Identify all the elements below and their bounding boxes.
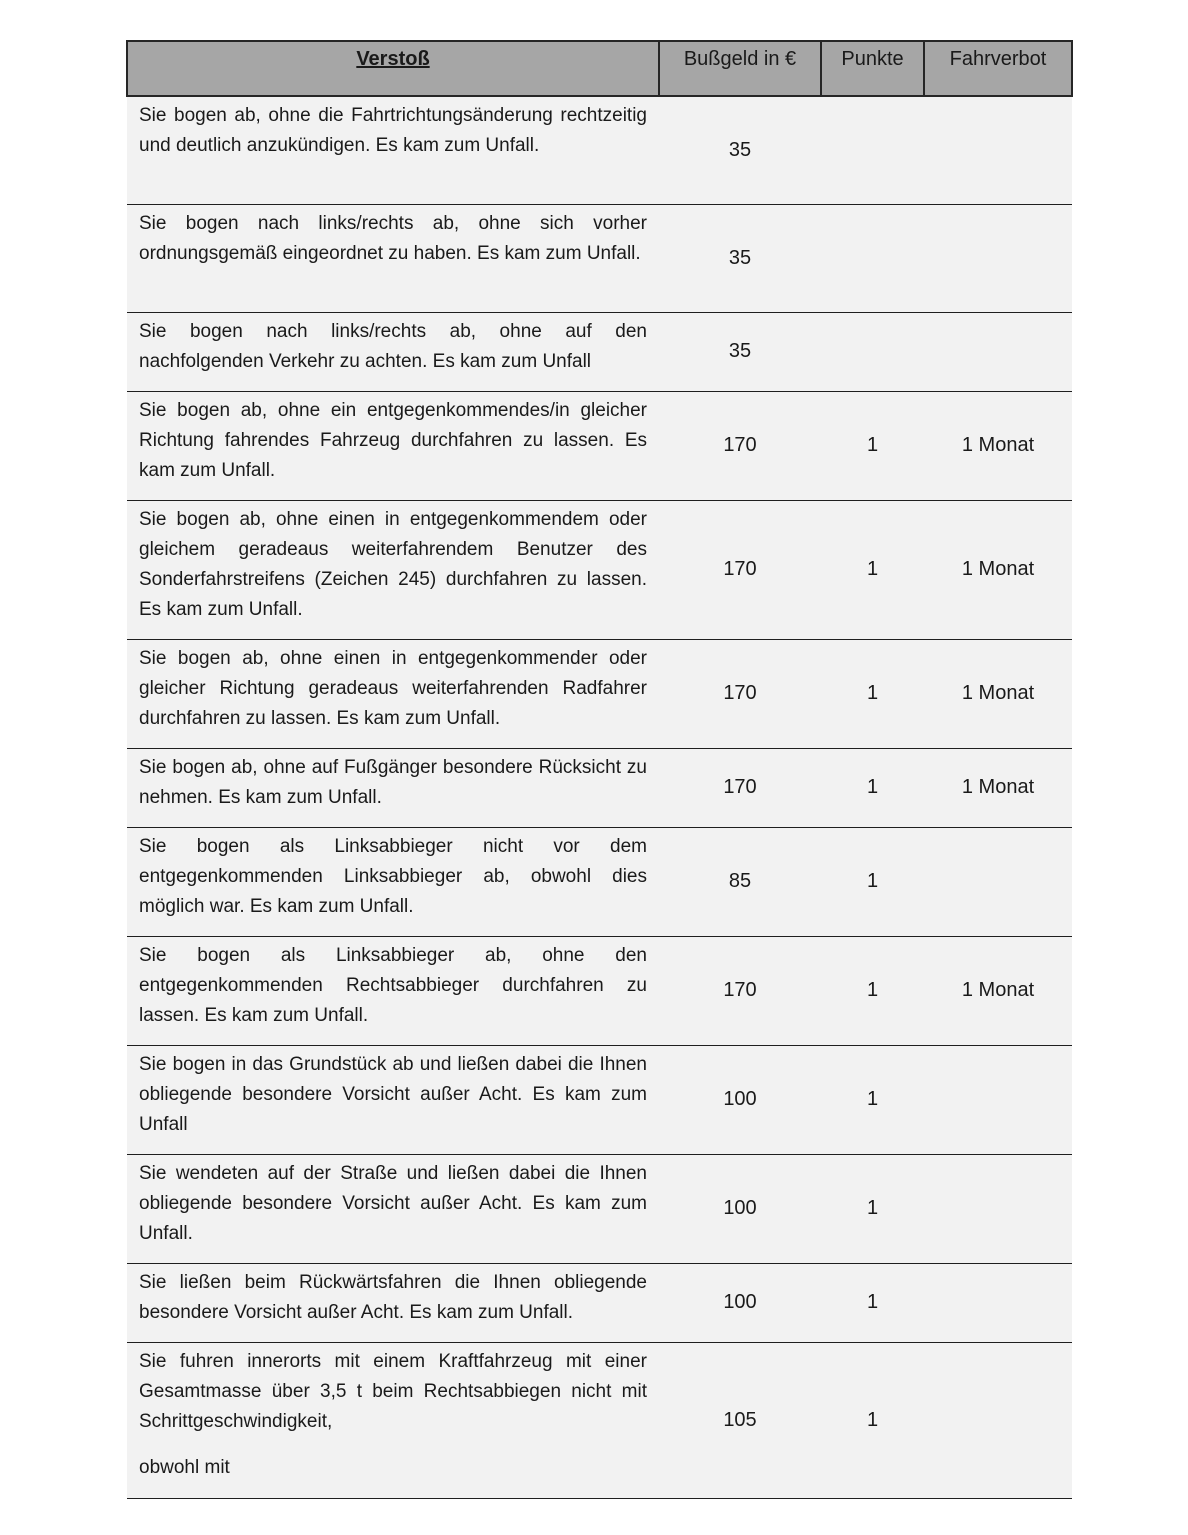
table-row: [127, 1342, 1072, 1498]
table-row: [127, 1045, 1072, 1154]
document-page: [126, 40, 1071, 1499]
violation-text: Sie ließen beim Rückwärtsfahren die Ihnen obliegende besondere Vorsicht außer Acht. Es kam zum Unfall.: [127, 1263, 659, 1342]
points: 1: [821, 639, 924, 748]
header-bussgeld: Bußgeld in €: [659, 41, 821, 96]
fine-amount: 100: [659, 1045, 821, 1154]
driving-ban: 1 Monat: [924, 639, 1072, 748]
violation-text: Sie bogen als Linksabbieger ab, ohne den entgegenkommenden Rechtsabbieger durchfahren zu lassen. Es kam zum Unfall.: [127, 936, 659, 1045]
fine-amount: 35: [659, 312, 821, 391]
header-fahrverbot: Fahrverbot: [924, 41, 1072, 96]
table-row: [127, 204, 1072, 312]
violation-text: Sie bogen ab, ohne die Fahrtrichtungsänderung rechtzeitig und deutlich anzukündigen. Es kam zum Unfall.: [127, 96, 659, 204]
fine-amount: 35: [659, 204, 821, 312]
fine-amount: 170: [659, 936, 821, 1045]
driving-ban: 1 Monat: [924, 391, 1072, 500]
driving-ban: [924, 1154, 1072, 1263]
table-row: [127, 391, 1072, 500]
violation-text: Sie bogen ab, ohne auf Fußgänger besondere Rücksicht zu nehmen. Es kam zum Unfall.: [127, 748, 659, 827]
driving-ban: [924, 827, 1072, 936]
points: 1: [821, 391, 924, 500]
driving-ban: [924, 1045, 1072, 1154]
points: 1: [821, 936, 924, 1045]
fine-amount: 85: [659, 827, 821, 936]
points: 1: [821, 1342, 924, 1498]
violation-text-continuation: obwohl mit: [139, 1456, 230, 1478]
points: 1: [821, 827, 924, 936]
points: [821, 96, 924, 204]
points: 1: [821, 1045, 924, 1154]
points: 1: [821, 1154, 924, 1263]
fine-amount: 170: [659, 500, 821, 639]
violation-text: [127, 1342, 659, 1498]
violation-text-main: Sie fuhren innerorts mit einem Kraftfahrzeug mit einer Gesamtmasse über 3,5 t beim Rechtsabbiegen nicht mit Schrittgeschwindigkeit,: [139, 1350, 647, 1432]
driving-ban: [924, 312, 1072, 391]
points: 1: [821, 1263, 924, 1342]
driving-ban: [924, 96, 1072, 204]
fine-table: [126, 40, 1073, 1499]
table-row: [127, 748, 1072, 827]
table-row: [127, 1263, 1072, 1342]
driving-ban: 1 Monat: [924, 936, 1072, 1045]
header-punkte: Punkte: [821, 41, 924, 96]
table-row: [127, 96, 1072, 204]
points: 1: [821, 500, 924, 639]
fine-amount: 100: [659, 1263, 821, 1342]
violation-text: Sie wendeten auf der Straße und ließen dabei die Ihnen obliegende besondere Vorsicht außer Acht. Es kam zum Unfall.: [127, 1154, 659, 1263]
fine-amount: 105: [659, 1342, 821, 1498]
points: [821, 312, 924, 391]
violation-text: Sie bogen nach links/rechts ab, ohne sich vorher ordnungsgemäß eingeordnet zu haben. Es kam zum Unfall.: [127, 204, 659, 312]
violation-text: Sie bogen ab, ohne einen in entgegenkommender oder gleicher Richtung geradeaus weiterfahrenden Radfahrer durchfahren zu lassen. Es kam zum Unfall.: [127, 639, 659, 748]
table-row: [127, 312, 1072, 391]
table-row: [127, 936, 1072, 1045]
fine-amount: 170: [659, 748, 821, 827]
driving-ban: [924, 1342, 1072, 1498]
table-row: [127, 639, 1072, 748]
fine-amount: 100: [659, 1154, 821, 1263]
fine-amount: 170: [659, 639, 821, 748]
driving-ban: 1 Monat: [924, 748, 1072, 827]
violation-text: Sie bogen in das Grundstück ab und ließen dabei die Ihnen obliegende besondere Vorsicht außer Acht. Es kam zum Unfall: [127, 1045, 659, 1154]
table-row: [127, 500, 1072, 639]
violation-text: Sie bogen als Linksabbieger nicht vor dem entgegenkommenden Linksabbieger ab, obwohl dies möglich war. Es kam zum Unfall.: [127, 827, 659, 936]
driving-ban: [924, 1263, 1072, 1342]
violation-text: Sie bogen nach links/rechts ab, ohne auf den nachfolgenden Verkehr zu achten. Es kam zum Unfall: [127, 312, 659, 391]
table-row: [127, 1154, 1072, 1263]
driving-ban: [924, 204, 1072, 312]
points: [821, 204, 924, 312]
fine-amount: 170: [659, 391, 821, 500]
table-row: [127, 827, 1072, 936]
driving-ban: 1 Monat: [924, 500, 1072, 639]
points: 1: [821, 748, 924, 827]
violation-text: Sie bogen ab, ohne ein entgegenkommendes/in gleicher Richtung fahrendes Fahrzeug durchfahren zu lassen. Es kam zum Unfall.: [127, 391, 659, 500]
table-header-row: [127, 41, 1072, 96]
header-verstoss: Verstoß: [127, 41, 659, 96]
violation-text: Sie bogen ab, ohne einen in entgegenkommendem oder gleichem geradeaus weiterfahrendem Benutzer des Sonderfahrstreifens (Zeichen 245) durchfahren zu lassen. Es kam zum Unfall.: [127, 500, 659, 639]
fine-amount: 35: [659, 96, 821, 204]
